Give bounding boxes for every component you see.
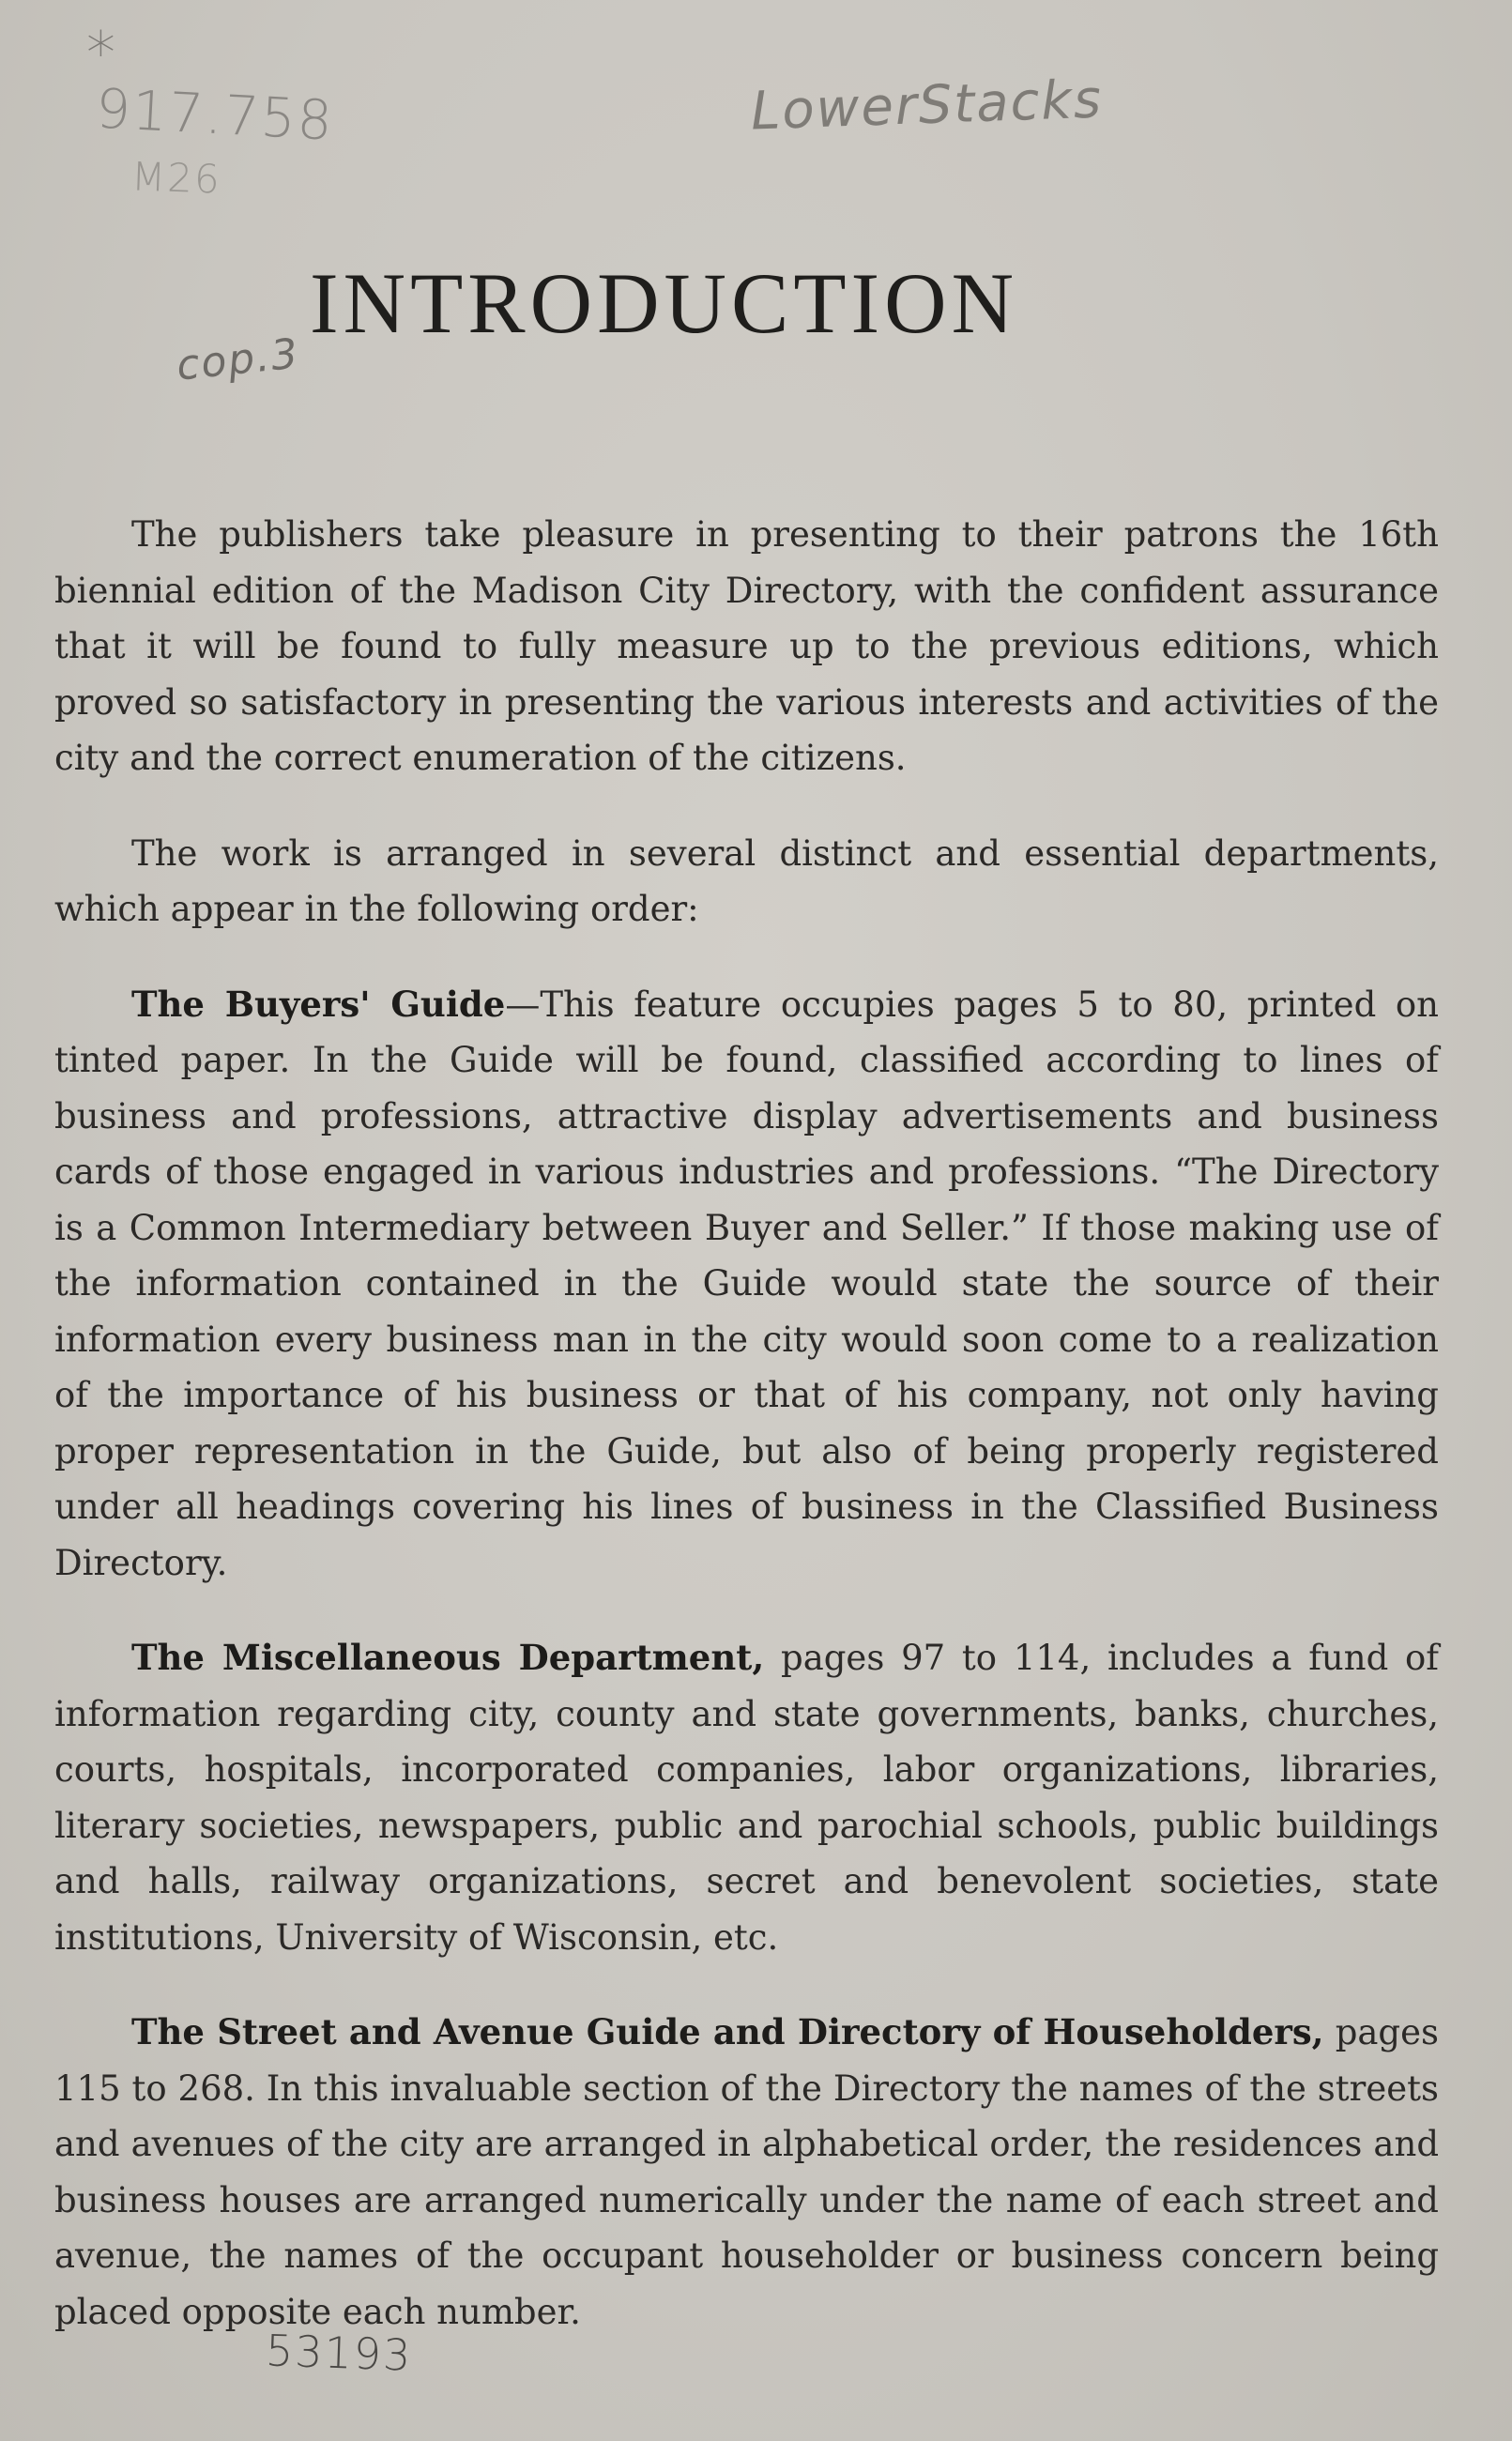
paragraph-intro	[54, 507, 1439, 786]
handwritten-call-number: 917.758	[94, 76, 336, 153]
paragraph-text: The work is arranged in several distinct and essential departments, which appear in the following order:	[54, 832, 1439, 929]
handwritten-cutter-number: M26	[130, 153, 222, 203]
paragraph-arrangement	[54, 826, 1439, 938]
introduction-body	[54, 507, 1439, 2379]
paragraph-lead: The Street and Avenue Guide and Directory of Householders,	[131, 2011, 1324, 2052]
paragraph-text: —This feature occupies pages 5 to 80, printed on tinted paper. In the Guide will be found, classified according to lines of business and professions, attractive display advertisements and business cards of those engaged in various industries and professions. “The Directory is a Common Intermediary between Buyer and Seller.” If those making use of the information contained in the Guide would state the source of their information every business man in the city would soon come to a realization of the importance of his business or that of his company, not only having proper representation in the Guide, but also of being properly registered under all headings covering his lines of business in the Classified Business Directory.	[54, 984, 1439, 1583]
handwritten-copy-number: cop.3	[174, 329, 302, 390]
handwritten-accession-number: 53193	[265, 2325, 414, 2381]
paragraph-text: pages 115 to 268. In this invaluable section of the Directory the names of the streets and avenues of the city are arranged in alphabetical order, the residences and business houses are arranged numerically under the name of each street and avenue, the names of the occupant householder or business concern being placed opposite each number.	[54, 2012, 1440, 2332]
paragraph-street-guide	[54, 2005, 1439, 2340]
paragraph-lead: The Buyers' Guide	[131, 983, 506, 1025]
paragraph-lead: The Miscellaneous Department,	[131, 1637, 765, 1678]
paragraph-buyers-guide	[54, 977, 1439, 1592]
paragraph-text: The publishers take pleasure in presenting to their patrons the 16th biennial edition of the Madison City Directory, with the confident assurance that it will be found to fully measure up to the previous editions, which proved so satisfactory in presenting the various interests and activities of the city and the correct enumeration of the citizens.	[54, 514, 1439, 778]
paragraph-miscellaneous	[54, 1630, 1439, 1965]
page-title: INTRODUCTION	[310, 255, 1019, 351]
handwritten-location-stamp: LowerStacks	[749, 69, 1104, 143]
paragraph-text: pages 97 to 114, includes a fund of information regarding city, county and state governments, banks, churches, courts, hospitals, incorporated companies, labor organizations, libraries, literary societies, newspapers, public and parochial schools, public buildings and halls, railway organizations, secret and benevolent societies, state institutions, University of Wisconsin, etc.	[54, 1638, 1439, 1958]
handwritten-star-mark: *	[86, 19, 117, 87]
